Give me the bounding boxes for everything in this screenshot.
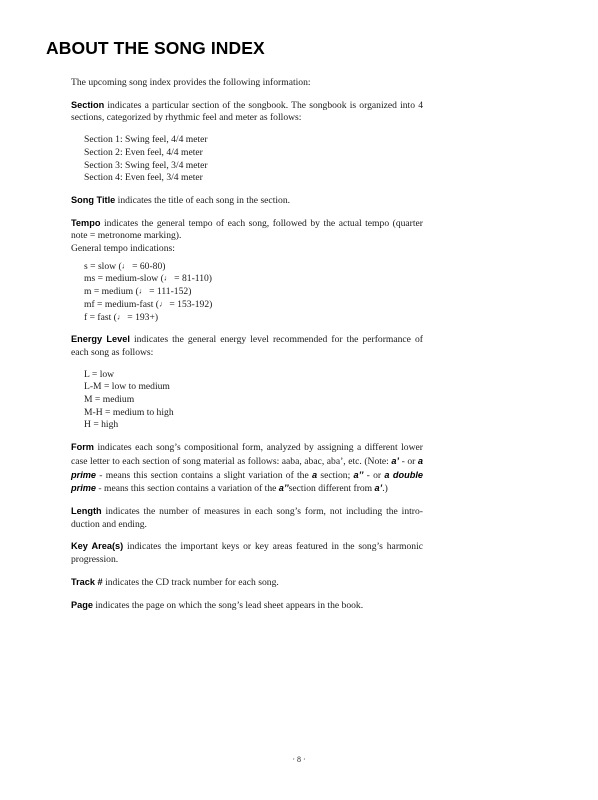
form-text: - means this section contains a variation of the [96, 483, 279, 495]
form-text: indicates each song’s compositional form, analyzed by assigning a different lower case letter to each section of song material as follows: aaba, abac, aba’, etc. (Note: [71, 442, 423, 467]
quarter-note-icon: ♩ [163, 273, 172, 283]
list-item [84, 299, 423, 312]
form-text: - or [363, 469, 385, 481]
tempo-value: = 60-80) [129, 260, 166, 272]
form-text: section; [317, 469, 354, 481]
form-paragraph [71, 441, 423, 496]
list-item [84, 286, 423, 299]
page-text: indicates the page on which the song’s lead sheet appears in the book. [92, 599, 364, 611]
length-text: indicates the number of measures in each song’s form, not including the intro- duction and ending. [71, 505, 423, 530]
section-list [84, 134, 423, 185]
tempo-label: m = medium ( [84, 286, 139, 298]
list-item [84, 261, 423, 274]
list-item [84, 312, 423, 325]
form-emphasis: a’’ [353, 469, 364, 480]
energy-text: indicates the general energy level recommended for the performance of each song as follows: [71, 334, 423, 358]
page-term: Page [71, 599, 93, 610]
list-item: Section 1: Swing feel, 4/4 meter [84, 134, 208, 146]
tempo-paragraph [71, 217, 423, 256]
tempo-subhead: General tempo indications: [71, 243, 175, 255]
key-area-paragraph [71, 540, 423, 566]
energy-list [84, 369, 423, 433]
length-paragraph [71, 505, 423, 531]
tempo-text: indicates the general tempo of each song, followed by the actual tempo (quarter note = metronome marking). [71, 217, 423, 242]
quarter-note-icon: ♩ [138, 286, 147, 296]
track-term: Track # [71, 576, 103, 587]
list-item: Section 4: Even feel, 3/4 meter [84, 172, 203, 184]
tempo-label: ms = medium-slow ( [84, 273, 164, 285]
quarter-note-icon: ♩ [158, 299, 167, 309]
form-text: - or [399, 455, 418, 467]
tempo-label: mf = medium-fast ( [84, 298, 159, 310]
form-text: section different from [288, 483, 375, 495]
list-item [84, 273, 423, 286]
tempo-value: = 81-110) [171, 273, 212, 285]
list-item: M-H = medium to high [84, 406, 174, 418]
page-paragraph [71, 599, 423, 613]
energy-term: Energy Level [71, 334, 130, 345]
form-emphasis: a double prime [71, 469, 423, 494]
quarter-note-icon: ♩ [121, 261, 130, 271]
quarter-note-icon: ♩ [116, 312, 125, 322]
song-title-paragraph [71, 194, 423, 208]
section-paragraph [71, 99, 423, 125]
song-title-text: indicates the title of each song in the section. [115, 194, 291, 206]
tempo-value: = 153-192) [166, 298, 213, 310]
tempo-term: Tempo [71, 217, 101, 228]
energy-paragraph [71, 333, 423, 359]
tempo-label: s = slow ( [84, 260, 122, 272]
tempo-list [84, 261, 423, 325]
form-emphasis: a prime [71, 455, 423, 480]
list-item: L-M = low to medium [84, 381, 170, 393]
list-item: M = medium [84, 394, 135, 406]
section-text: indicates a particular section of the songbook. The songbook is organized into 4 sections, categorized by rhythmic feel and meter as follows: [71, 99, 423, 124]
form-text: .) [382, 483, 388, 495]
page-number: · 8 · [292, 755, 306, 764]
track-paragraph [71, 576, 423, 590]
tempo-value: = 111-152) [146, 286, 192, 298]
form-text: - means this section contains a slight variation of the [96, 469, 313, 481]
intro-paragraph: The upcoming song index provides the following information: [71, 77, 311, 88]
track-text: indicates the CD track number for each song. [102, 576, 279, 588]
length-term: Length [71, 505, 102, 516]
section-term: Section [71, 99, 105, 110]
list-item: Section 2: Even feel, 4/4 meter [84, 146, 203, 158]
form-emphasis: a’’ [278, 483, 289, 494]
key-area-term: Key Area(s) [71, 541, 124, 552]
song-title-term: Song Title [71, 194, 116, 205]
page-title: ABOUT THE SONG INDEX [46, 38, 265, 58]
content [71, 77, 423, 621]
form-term: Form [71, 442, 94, 453]
tempo-label: f = fast ( [84, 311, 117, 323]
tempo-value: = 193+) [124, 311, 159, 323]
form-emphasis: a [312, 469, 318, 480]
list-item: L = low [84, 368, 115, 380]
form-emphasis: a’ [374, 483, 383, 494]
list-item: Section 3: Swing feel, 3/4 meter [84, 159, 208, 171]
list-item: H = high [84, 419, 119, 431]
key-area-text: indicates the important keys or key areas featured in the song’s harmonic progression. [71, 541, 423, 566]
form-emphasis: a’ [391, 455, 400, 466]
